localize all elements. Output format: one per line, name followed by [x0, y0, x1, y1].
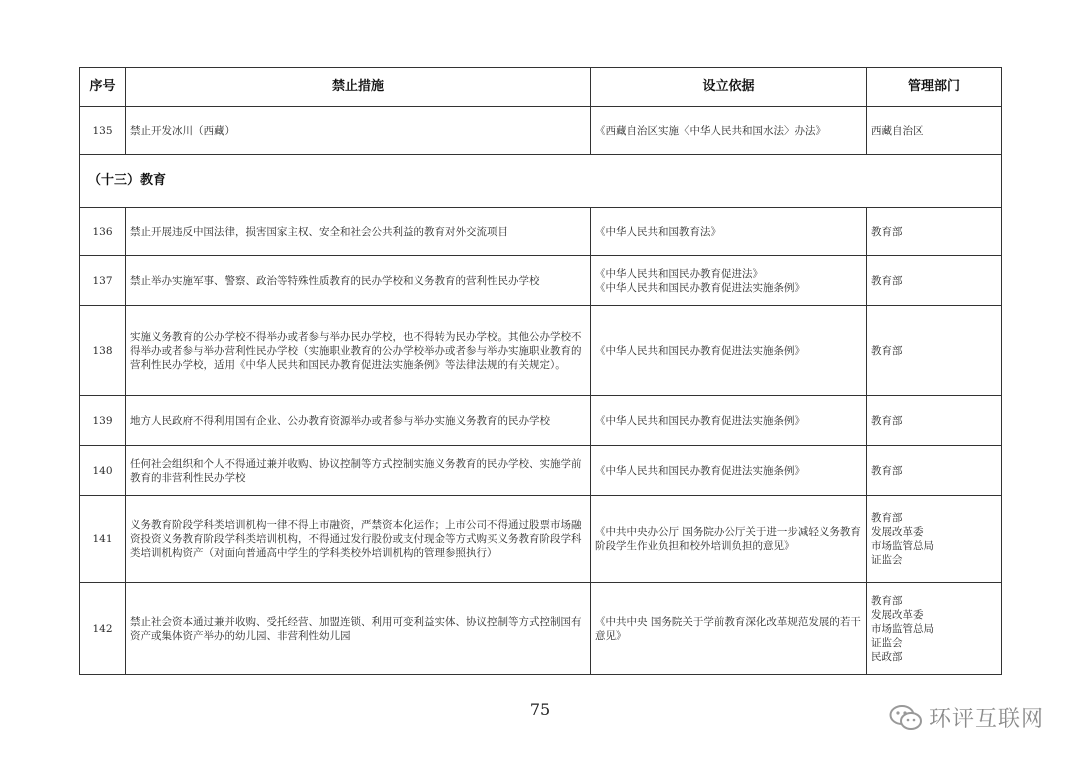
row-measure: 禁止举办实施军事、警察、政治等特殊性质教育的民办学校和义务教育的营利性民办学校	[126, 256, 591, 306]
row-measure: 实施义务教育的公办学校不得举办或者参与举办民办学校，也不得转为民办学校。其他公办学校不得举办或者参与举办营利性民办学校（实施职业教育的公办学校举办或者参与举办实施职业教育的营利性民办学校，适用《中华人民共和国民办教育促进法实施条例》等法律法规的有关规定）。	[126, 306, 591, 396]
table-row	[80, 208, 1002, 256]
row-no: 140	[80, 446, 126, 496]
table-row	[80, 496, 1002, 583]
section-title: （十三）教育	[80, 155, 1002, 208]
watermark	[889, 702, 1044, 733]
header-no: 序号	[80, 68, 126, 107]
row-basis: 《西藏自治区实施〈中华人民共和国水法〉办法》	[591, 107, 867, 155]
measures-table	[79, 67, 1002, 675]
row-measure: 禁止社会资本通过兼并收购、受托经营、加盟连锁、利用可变利益实体、协议控制等方式控制国有资产或集体资产举办的幼儿园、非营利性幼儿园	[126, 583, 591, 675]
row-no: 142	[80, 583, 126, 675]
header-measure: 禁止措施	[126, 68, 591, 107]
watermark-text: 环评互联网	[928, 707, 1044, 732]
table-row	[80, 107, 1002, 155]
row-no: 137	[80, 256, 126, 306]
row-no: 136	[80, 208, 126, 256]
row-no: 141	[80, 496, 126, 583]
row-basis: 《中华人民共和国民办教育促进法实施条例》	[591, 446, 867, 496]
row-measure: 任何社会组织和个人不得通过兼并收购、协议控制等方式控制实施义务教育的民办学校、实施学前教育的非营利性民办学校	[126, 446, 591, 496]
row-basis: 《中华人民共和国民办教育促进法实施条例》	[591, 396, 867, 446]
row-basis: 《中华人民共和国教育法》	[591, 208, 867, 256]
row-measure: 义务教育阶段学科类培训机构一律不得上市融资，严禁资本化运作；上市公司不得通过股票市场融资投资义务教育阶段学科类培训机构，不得通过发行股份或支付现金等方式购买义务教育阶段学科类培训机构资产（对面向普通高中学生的学科类校外培训机构的管理参照执行）	[126, 496, 591, 583]
row-dept: 教育部 发展改革委 市场监管总局 证监会	[867, 496, 1002, 583]
row-dept: 教育部	[867, 256, 1002, 306]
row-basis: 《中华人民共和国民办教育促进法实施条例》	[591, 306, 867, 396]
section-row	[80, 155, 1002, 208]
row-dept: 教育部	[867, 306, 1002, 396]
row-dept: 教育部 发展改革委 市场监管总局 证监会 民政部	[867, 583, 1002, 675]
row-dept: 教育部	[867, 396, 1002, 446]
row-dept: 教育部	[867, 446, 1002, 496]
table-row	[80, 256, 1002, 306]
row-measure: 禁止开发冰川（西藏）	[126, 107, 591, 155]
table-row	[80, 396, 1002, 446]
row-dept: 西藏自治区	[867, 107, 1002, 155]
page-number: 75	[529, 700, 551, 719]
row-no: 135	[80, 107, 126, 155]
header-dept: 管理部门	[867, 68, 1002, 107]
row-basis: 《中共中央办公厅 国务院办公厅关于进一步减轻义务教育阶段学生作业负担和校外培训负担的意见》	[591, 496, 867, 583]
table-header-row	[80, 68, 1002, 107]
row-basis: 《中华人民共和国民办教育促进法》 《中华人民共和国民办教育促进法实施条例》	[591, 256, 867, 306]
row-measure: 禁止开展违反中国法律，损害国家主权、安全和社会公共利益的教育对外交流项目	[126, 208, 591, 256]
header-basis: 设立依据	[591, 68, 867, 107]
table-row	[80, 306, 1002, 396]
row-no: 138	[80, 306, 126, 396]
table-row	[80, 446, 1002, 496]
row-dept: 教育部	[867, 208, 1002, 256]
row-basis: 《中共中央 国务院关于学前教育深化改革规范发展的若干意见》	[591, 583, 867, 675]
row-measure: 地方人民政府不得利用国有企业、公办教育资源举办或者参与举办实施义务教育的民办学校	[126, 396, 591, 446]
table-row	[80, 583, 1002, 675]
wechat-icon	[889, 704, 923, 732]
row-no: 139	[80, 396, 126, 446]
